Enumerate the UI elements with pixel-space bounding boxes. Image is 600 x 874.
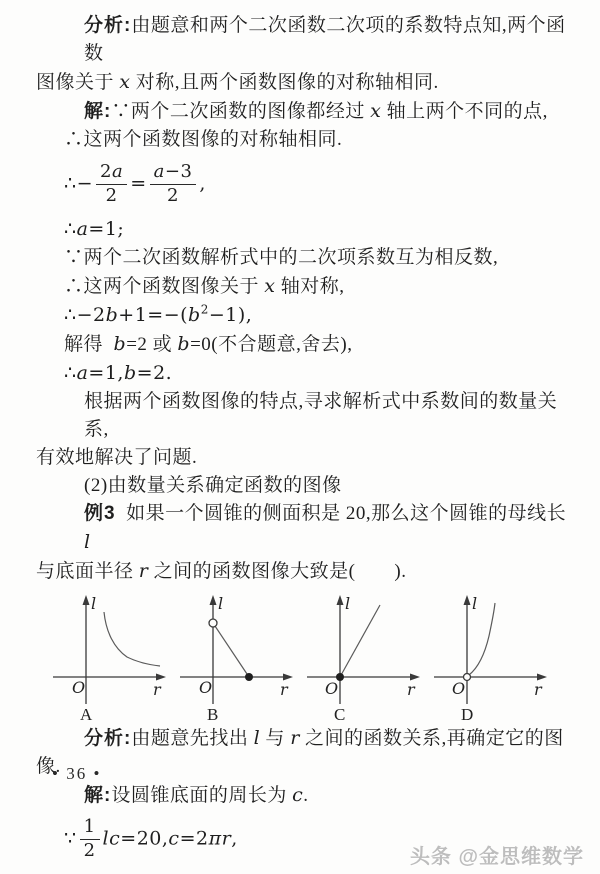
analysis2-line1	[36, 724, 572, 753]
text-segment: 之间的函数关系,再确定它的图	[299, 728, 564, 750]
math-var-a: a	[111, 161, 124, 182]
remark-line1	[36, 388, 572, 444]
axis-label-l: l	[345, 594, 351, 614]
axis-label-l: l	[218, 594, 224, 614]
option-b-label: B	[207, 705, 219, 723]
axis-label-r: r	[407, 680, 415, 700]
example3-line2	[36, 557, 572, 586]
axis-label-l: l	[472, 594, 478, 614]
axis-label-l: l	[91, 594, 97, 614]
math-var-x: x	[264, 275, 276, 298]
curve-increasing-convex	[469, 603, 495, 675]
math-var-r: r	[138, 560, 149, 583]
page-number: • 36 •	[52, 764, 102, 783]
text-segment: 轴上两个不同的点,	[381, 101, 548, 122]
text-segment: =1,	[88, 362, 124, 385]
text-segment: 有效地解决了问题.	[36, 447, 198, 469]
graph-option-d	[429, 592, 556, 722]
figure-options-row	[48, 592, 572, 722]
text-segment: 图像关于	[36, 72, 120, 93]
solution1-line1	[36, 97, 572, 126]
section-heading	[36, 472, 572, 500]
math-var-a: a	[76, 218, 89, 241]
fraction-denominator: 2	[83, 840, 96, 862]
math-var-b: b	[188, 304, 201, 327]
math-var-b: b	[113, 333, 127, 356]
math-var-l: l	[102, 827, 110, 850]
math-var-b: b	[105, 304, 119, 327]
text-segment: 如果一个圆锥的侧面积是 20,那么这个圆锥的母线长	[115, 503, 572, 525]
solve-b-values	[36, 330, 572, 359]
solution1-line2	[36, 126, 572, 154]
closed-endpoint-dot	[245, 673, 253, 681]
analysis1-line1	[36, 12, 572, 68]
math-num: 2	[100, 161, 112, 182]
text-segment: 轴对称,	[275, 276, 345, 298]
final-answer-a-b	[36, 359, 572, 388]
option-a-label: A	[80, 705, 93, 723]
fraction-one-half	[80, 817, 100, 861]
fraction-denominator: 2	[105, 184, 118, 206]
solution2-line1	[36, 781, 572, 810]
text-segment: =0(不合题意,舍去),	[190, 334, 353, 356]
text-segment: 解得	[64, 334, 114, 356]
therefore-minus: ∴−	[64, 172, 94, 195]
curve-descending-segment	[213, 623, 249, 677]
graph-option-a	[48, 592, 175, 722]
equals-sign: =	[130, 172, 147, 195]
text-segment: ∵两个二次函数解析式中的二次项系数互为相反数,	[64, 247, 499, 269]
text-segment: ∴这两个函数图像的对称轴相同.	[64, 129, 343, 150]
therefore-symbol: ∴	[64, 219, 77, 241]
math-var-l: l	[84, 531, 91, 554]
origin-label: O	[199, 678, 213, 698]
fraction-numerator: 1	[80, 817, 100, 840]
therefore-symmetric-about-x	[36, 272, 572, 301]
text-segment: 由题意先找出	[131, 728, 254, 750]
text-segment: 像.	[36, 756, 61, 778]
math-var-x: x	[370, 100, 382, 122]
curve-ray-from-origin	[340, 605, 380, 677]
comma: ,	[199, 172, 206, 195]
text-segment: =2 或	[126, 334, 178, 356]
superscript-2: 2	[200, 303, 209, 318]
up-arrow-icon	[464, 595, 471, 605]
watermark-text: 头条 @金思维数学	[409, 846, 584, 868]
origin-label: O	[72, 678, 86, 698]
fraction-a-minus-3-over-2	[150, 161, 197, 206]
curve-decreasing-hyperbola	[104, 612, 160, 666]
fraction-denominator: 2	[167, 184, 179, 206]
text-segment: =2	[179, 827, 209, 850]
text-segment: =1;	[88, 218, 125, 241]
math-var-c: c	[292, 784, 304, 807]
analysis2-line2	[36, 753, 572, 781]
math-var-r: r	[221, 827, 232, 850]
solution-label: 解:	[84, 785, 112, 807]
equation-axis-of-symmetry	[36, 161, 572, 206]
text-segment: −1),	[208, 304, 253, 327]
up-arrow-icon	[337, 595, 344, 605]
text-segment: 根据两个函数图像的特点,寻求解析式中系数间的数量关系,	[84, 391, 558, 441]
math-num: −3	[164, 161, 193, 182]
text-segment: ∵两个二次函数的图像都经过	[111, 101, 371, 122]
fraction-numerator	[150, 161, 197, 185]
text-segment: =20,	[120, 827, 169, 850]
axis-label-r: r	[153, 680, 161, 700]
therefore-symbol: ∴	[64, 363, 77, 385]
because-symbol: ∵	[64, 828, 77, 850]
option-c-label: C	[334, 705, 346, 723]
origin-label: O	[325, 679, 339, 699]
option-d-label: D	[461, 705, 474, 723]
text-segment: +1=−(	[118, 304, 189, 327]
up-arrow-icon	[210, 595, 217, 605]
example3-line1	[36, 500, 572, 557]
fraction-2a-over-2	[96, 161, 127, 206]
text-segment: .	[303, 785, 309, 807]
example3-label: 例3	[84, 503, 116, 525]
comma: ,	[231, 827, 238, 850]
text-segment: =2.	[136, 362, 173, 385]
fraction-numerator	[96, 161, 127, 185]
math-var-x: x	[119, 71, 131, 93]
math-var-c: c	[109, 827, 121, 850]
math-var-a: a	[76, 362, 89, 385]
open-endpoint-dot	[209, 619, 217, 627]
text-segment: ∴−2	[64, 304, 106, 327]
math-var-b: b	[123, 362, 137, 385]
graph-option-b	[175, 592, 302, 722]
conclusion-a-equals-1	[36, 215, 572, 244]
up-arrow-icon	[83, 595, 90, 605]
solution-label: 解:	[84, 101, 112, 122]
axis-label-r: r	[534, 680, 542, 700]
analysis1-line2	[36, 68, 572, 97]
math-var-c: c	[168, 827, 180, 850]
origin-label: O	[452, 679, 466, 699]
remark-line2	[36, 444, 572, 472]
math-var-r: r	[290, 727, 300, 750]
math-var-a: a	[153, 161, 165, 182]
page-content	[36, 12, 572, 871]
because-coefficients-opposite	[36, 244, 572, 272]
analysis-label: 分析:	[84, 15, 132, 36]
text-segment: 之间的函数图像大致是( ).	[148, 561, 407, 583]
axis-label-r: r	[280, 680, 288, 700]
analysis1-text: 由题意和两个二次函数二次项的系数特点知,两个函数	[84, 15, 566, 64]
equation-b	[36, 301, 572, 330]
math-var-pi: π	[208, 827, 222, 850]
analysis-label: 分析:	[84, 728, 132, 750]
text-segment: 与底面半径	[36, 561, 139, 583]
math-var-b: b	[177, 333, 191, 356]
text-segment: (2)由数量关系确定函数的图像	[84, 475, 342, 497]
graph-option-c	[302, 592, 429, 722]
text-segment: 与	[260, 728, 291, 750]
math-var-l: l	[253, 727, 261, 750]
text-segment: ∴这两个函数图像关于	[64, 276, 265, 298]
text-segment: 设圆锥底面的周长为	[111, 785, 293, 807]
text-segment: 对称,且两个函数图像的对称轴相同.	[130, 72, 439, 93]
